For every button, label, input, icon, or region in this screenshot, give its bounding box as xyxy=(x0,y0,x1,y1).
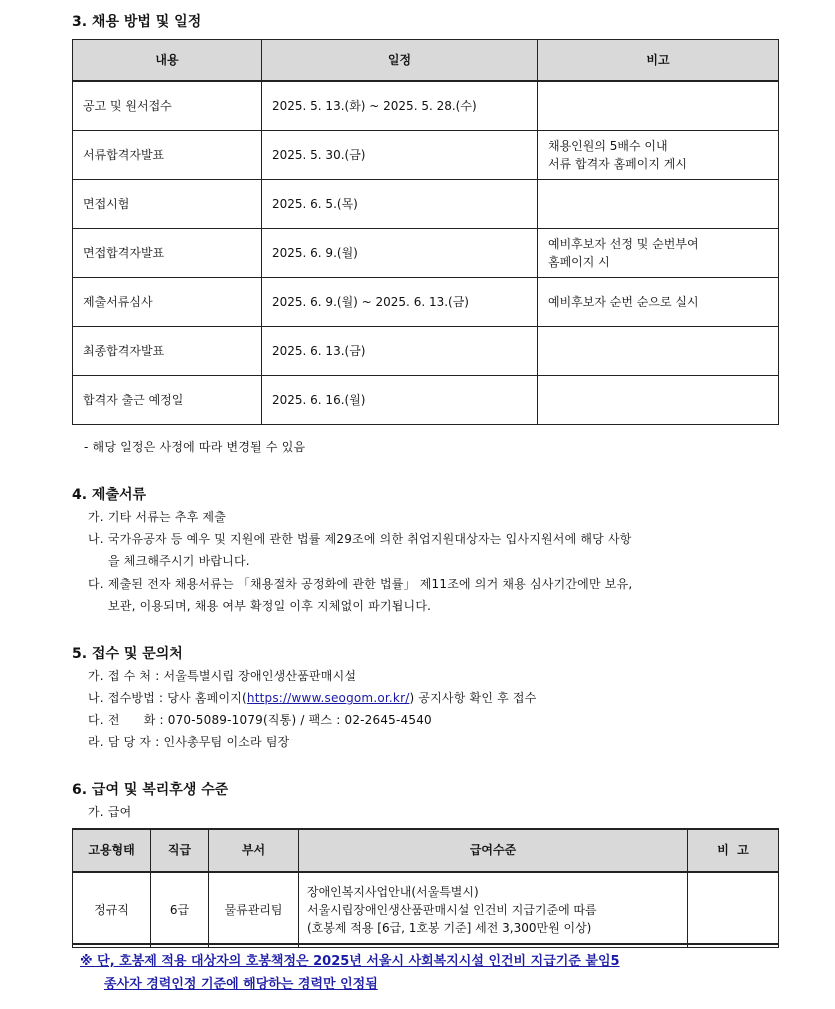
salary-level-line: 서울시립장애인생산품판매시설 인건비 지급기준에 따름 xyxy=(307,903,597,917)
column-header: 직급 xyxy=(151,829,209,873)
schedule-date: 2025. 6. 9.(월) ~ 2025. 6. 13.(금) xyxy=(262,278,538,327)
schedule-item: 공고 및 원서접수 xyxy=(73,81,262,131)
schedule-note xyxy=(538,180,779,229)
contact-method-prefix: 나. 접수방법 : 당사 홈페이지( xyxy=(88,691,247,705)
salary-note-line1: ※ 단, 호봉제 적용 대상자의 호봉책정은 2025년 서울시 사회복지시설 인건비 지급기준 붙임5 xyxy=(80,954,620,969)
section-4-title: 4. 제출서류 xyxy=(72,487,147,503)
schedule-note xyxy=(538,229,779,278)
schedule-item: 합격자 출근 예정일 xyxy=(73,376,262,425)
remark xyxy=(688,872,779,948)
note-line: 홈페이지 시 xyxy=(548,255,610,269)
column-header: 일정 xyxy=(262,40,538,82)
table-header-row xyxy=(73,829,779,873)
column-header: 내용 xyxy=(73,40,262,82)
schedule-note xyxy=(538,81,779,131)
schedule-footnote: - 해당 일정은 사정에 따라 변경될 수 있음 xyxy=(84,440,306,454)
note-line: 채용인원의 5배수 이내 xyxy=(548,139,668,153)
salary-table xyxy=(72,828,779,948)
schedule-item: 서류합격자발표 xyxy=(73,131,262,180)
schedule-note xyxy=(538,376,779,425)
salary-level-line: 장애인복지사업안내(서울특별시) xyxy=(307,885,479,899)
schedule-date: 2025. 6. 9.(월) xyxy=(262,229,538,278)
schedule-item: 제출서류심사 xyxy=(73,278,262,327)
table-header-row xyxy=(73,40,779,82)
table-row xyxy=(73,81,779,131)
contact-person: 라. 담 당 자 : 인사총무팀 이소라 팀장 xyxy=(88,735,290,749)
table-row xyxy=(73,131,779,180)
document-item: 나. 국가유공자 등 예우 및 지원에 관한 법률 제29조에 의한 취업지원대상자는 입사지원서에 해당 사항 xyxy=(88,532,632,546)
table-row xyxy=(73,229,779,278)
salary-note-line2: 종사자 경력인정 기준에 해당하는 경력만 인정됨 xyxy=(104,977,378,992)
schedule-note xyxy=(538,278,779,327)
schedule-date: 2025. 6. 5.(목) xyxy=(262,180,538,229)
schedule-item: 최종합격자발표 xyxy=(73,327,262,376)
contact-method-suffix: ) 공지사항 확인 후 접수 xyxy=(409,691,537,705)
document-item: 다. 제출된 전자 채용서류는 「채용절차 공정화에 관한 법률」 제11조에 의거 채용 심사기간에만 보유, xyxy=(88,577,633,591)
salary-subtitle: 가. 급여 xyxy=(88,805,132,819)
table-row xyxy=(73,376,779,425)
schedule-note xyxy=(538,131,779,180)
table-row xyxy=(73,278,779,327)
schedule-date: 2025. 6. 16.(월) xyxy=(262,376,538,425)
salary-level-line: (호봉제 적용 [6급, 1호봉 기준] 세전 3,300만원 이상) xyxy=(307,921,592,935)
salary-level xyxy=(299,872,688,948)
note-line: 예비후보자 순번 순으로 실시 xyxy=(548,295,699,309)
section-5-title: 5. 접수 및 문의처 xyxy=(72,646,183,662)
column-header: 부서 xyxy=(209,829,299,873)
column-header: 급여수준 xyxy=(299,829,688,873)
schedule-note xyxy=(538,327,779,376)
document-item: 가. 기타 서류는 추후 제출 xyxy=(88,510,226,524)
table-row xyxy=(73,180,779,229)
schedule-date: 2025. 5. 13.(화) ~ 2025. 5. 28.(수) xyxy=(262,81,538,131)
document-item: 을 체크해주시기 바랍니다. xyxy=(108,554,250,568)
column-header: 고용형태 xyxy=(73,829,151,873)
grade: 6급 xyxy=(151,872,209,948)
department: 물류관리팀 xyxy=(209,872,299,948)
employment-type: 정규직 xyxy=(73,872,151,948)
document-item: 보관, 이용되며, 채용 여부 확정일 이후 지체없이 파기됩니다. xyxy=(108,599,432,613)
note-line: 예비후보자 선정 및 순번부여 xyxy=(548,237,699,251)
column-header: 비고 xyxy=(538,40,779,82)
section-6-title: 6. 급여 및 복리후생 수준 xyxy=(72,782,229,798)
schedule-date: 2025. 5. 30.(금) xyxy=(262,131,538,180)
homepage-link[interactable]: https://www.seogom.or.kr/ xyxy=(246,691,410,705)
table-row xyxy=(73,872,779,948)
contact-method xyxy=(88,689,537,706)
schedule-item: 면접합격자발표 xyxy=(73,229,262,278)
note-line: 서류 합격자 홈페이지 게시 xyxy=(548,157,687,171)
section-3-title: 3. 채용 방법 및 일정 xyxy=(72,14,202,30)
contact-phone: 다. 전 화 : 070-5089-1079(직통) / 팩스 : 02-2645-4540 xyxy=(88,713,432,727)
schedule-table xyxy=(72,39,779,425)
column-header: 비 고 xyxy=(688,829,779,873)
schedule-date: 2025. 6. 13.(금) xyxy=(262,327,538,376)
contact-address: 가. 접 수 처 : 서울특별시립 장애인생산품판매시설 xyxy=(88,669,357,683)
table-row xyxy=(73,327,779,376)
schedule-item: 면접시험 xyxy=(73,180,262,229)
